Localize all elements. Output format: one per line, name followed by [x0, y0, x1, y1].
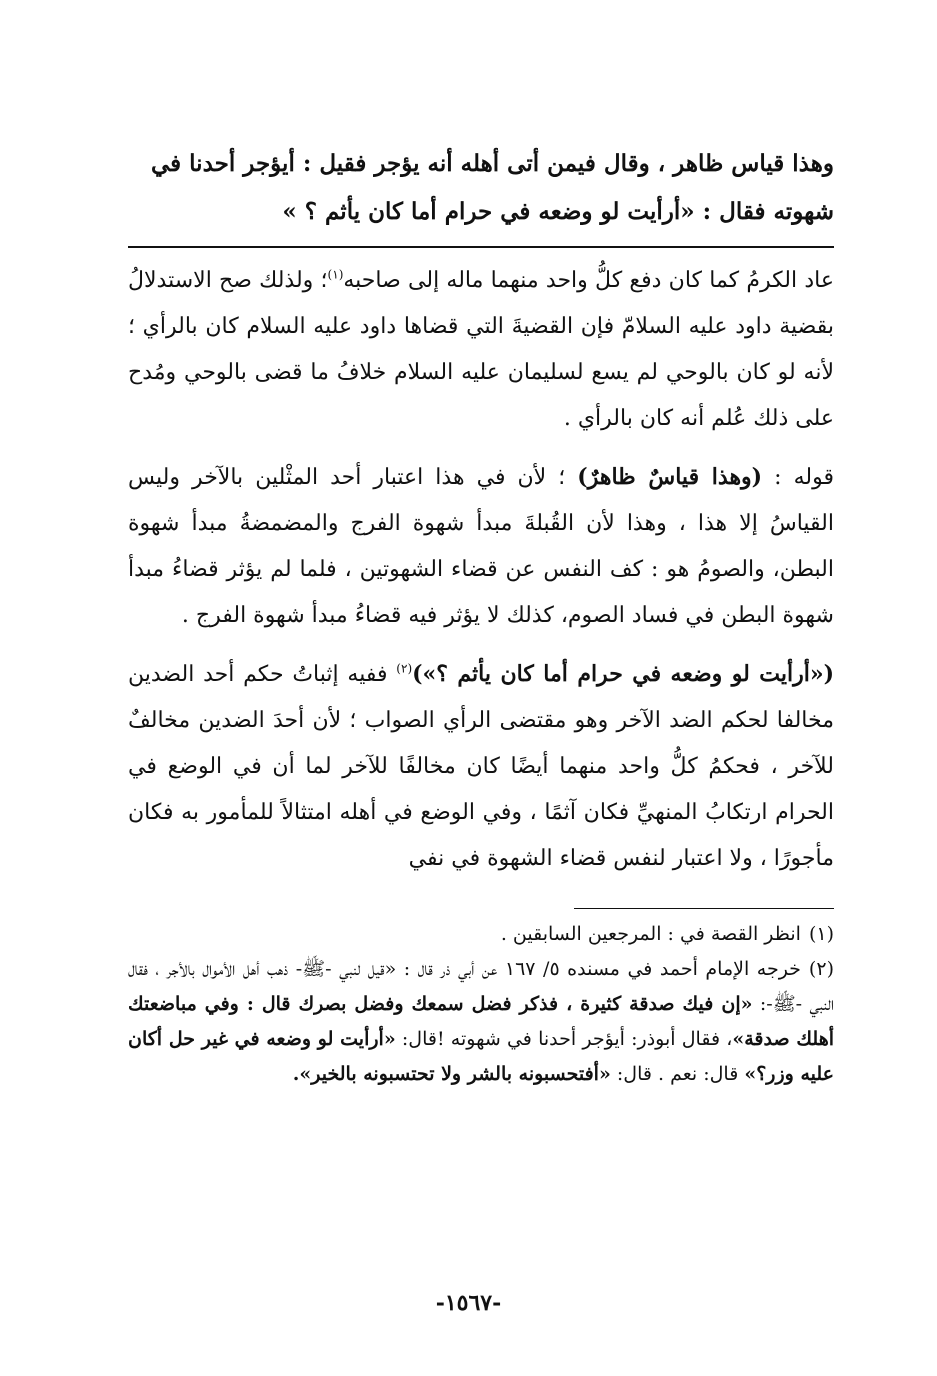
- commentary-text: ؛ لأن في هذا اعتبار أحد المثْلين بالآخر وليس القياسُ إلا هذا ، وهذا لأن القُبلةَ مبدأ شهوة الفرج والمضمضةُ مبدأ شهوة البطن، والصومُ هو : كف النفس عن قضاء الشهوتين ، فلما لم يؤثر قضاءُ مبدأ شهوة البطن في فساد الصوم، كذلك لا يؤثر فيه قضاءُ مبدأ شهوة الفرج .: [128, 465, 834, 628]
- commentary-text: عاد الكرمُ كما كان دفع كلُّ واحد منهما ماله إلى صاحبه: [343, 268, 834, 293]
- commentary-text: ففيه إثباتُ حكم أحد الضدين مخالفا لحكم الضد الآخر وهو مقتضى الرأي الصواب ؛ لأن أحدَ الضدين مخالفٌ للآخر ، فحكمُ كلُّ واحد منهما أيضًا كان مخالفًا للآخر لما أن في الوضع في الحرام ارتكابُ المنهيِّ فكان آثمًا ، وفي الوضع في أهله امتثالاً للمأمور به فكان مأجورًا ، ولا اعتبار لنفس قضاء الشهوة في نفي: [128, 662, 834, 871]
- commentary-text: قوله :: [762, 465, 834, 490]
- footnotes-block: [128, 917, 834, 1092]
- footnote-ref-1: (١): [327, 267, 344, 282]
- footnote-text: انظر القصة في : المرجعين السابقين .: [500, 923, 801, 945]
- footnote-text: قال: نعم . قال:: [610, 1063, 745, 1085]
- footnote-number: (١): [808, 923, 834, 945]
- matn-separator: [128, 246, 834, 248]
- footnote-number: (٢): [808, 958, 834, 980]
- commentary-paragraph-3: [128, 651, 834, 882]
- quoted-matn: («أرأيت لو وضعه في حرام أما كان يأثم ؟»): [412, 661, 834, 687]
- commentary-paragraph-2: [128, 454, 834, 639]
- matn-line-1: وهذا قياس ظاهر ، وقال فيمن أتى أهله أنه يؤجر فقيل : أيؤجر أحدنا في: [151, 150, 834, 177]
- footnote-ref-2: (٢): [396, 661, 413, 676]
- hadith-quote: «أفتحسبونه بالشر ولا تحتسبونه بالخير».: [292, 1063, 611, 1085]
- footnote-2: [128, 952, 834, 1092]
- footnote-1: [128, 917, 834, 952]
- quoted-matn: (وهذا قياسٌ ظاهرٌ): [577, 464, 763, 490]
- matn-block: [128, 140, 834, 236]
- hadith-quote: «إن فيك صدقة كثيرة ، فذكر فضل سمعك وفضل بصرك قال : وفي مباضعتك أهلك صدقة»: [128, 993, 834, 1050]
- footnote-text: خرجه الإمام أحمد في مسنده ٥/ ١٦٧ عن أبي ذر قال : «قيل لنبي -ﷺ- ذهب أهل الأموال بالأجر ، فقال النبي -ﷺ-:: [128, 958, 835, 1015]
- commentary-block: [128, 258, 834, 882]
- commentary-text: ؛ ولذلك صح الاستدلالُ بقضية داود عليه السلامّ فإن القضيةَ التي قضاها داود عليه السلام كان بالرأي ؛ لأنه لو كان بالوحي لم يسع لسليمان عليه السلام خلافُ ما قضى بالوحي ومُدح على ذلك عُلم أنه كان بالرأي .: [128, 268, 835, 431]
- footnote-text: ، فقال أبوذر: أيؤجر أحدنا في شهوته !قال:: [395, 1028, 733, 1050]
- page-number: -١٥٦٧-: [435, 1290, 502, 1316]
- hadith-quote: «أرأيت لو وضعه في غير حل أكان عليه وزر؟»: [128, 1028, 834, 1085]
- page-body: [128, 140, 834, 1092]
- matn-line-2: شهوته فقال : «أرأيت لو وضعه في حرام أما كان يأثم ؟ »: [282, 198, 834, 225]
- footnote-separator: [574, 908, 834, 909]
- commentary-paragraph-1: [128, 258, 834, 442]
